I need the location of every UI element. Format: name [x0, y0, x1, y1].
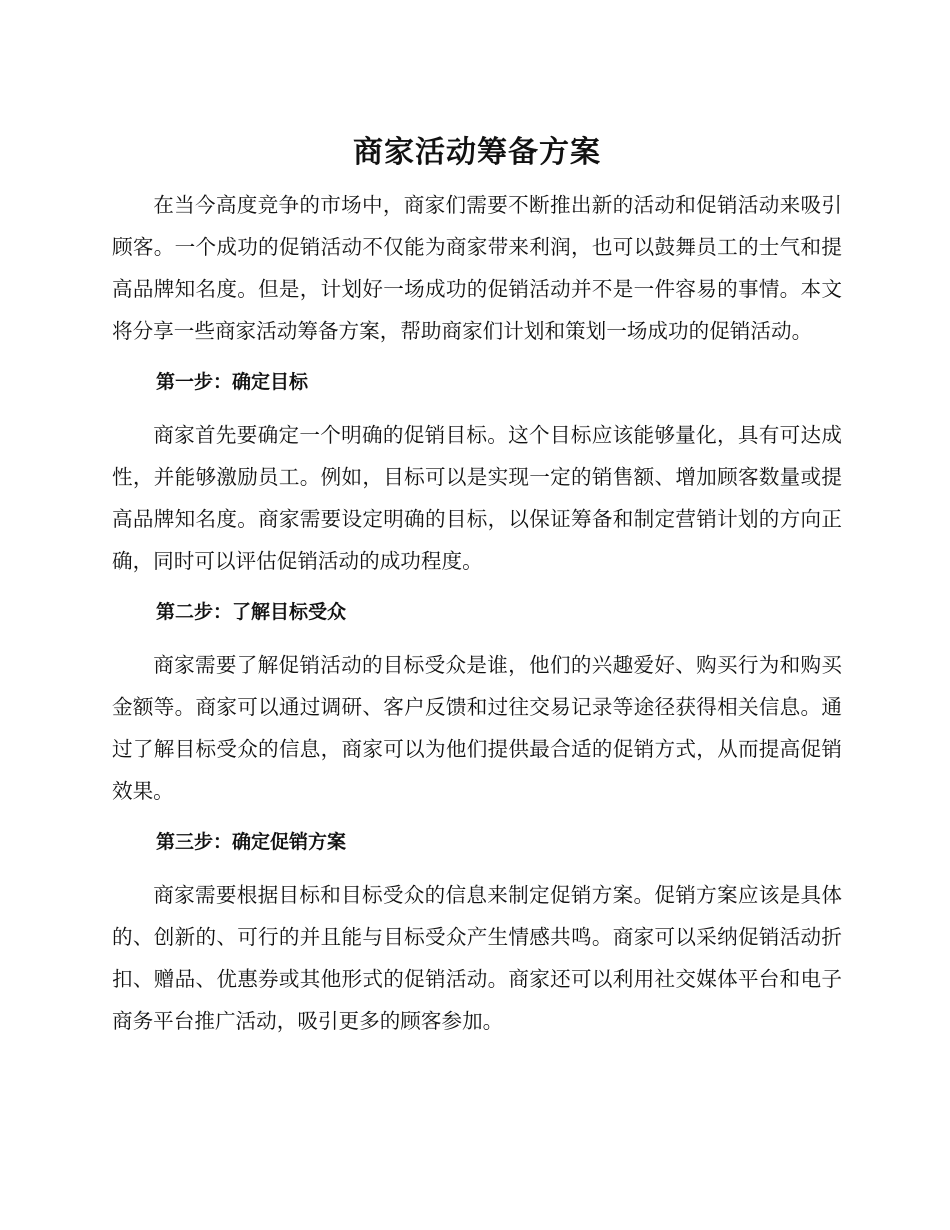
document-title: 商家活动筹备方案: [353, 135, 601, 170]
intro-paragraph: 在当今高度竞争的市场中，商家们需要不断推出新的活动和促销活动来吸引顾客。一个成功的促销活动不仅能为商家带来利润，也可以鼓舞员工的士气和提高品牌知名度。但是，计划好一场成功的促销活动并不是一件容易的事情。本文将分享一些商家活动筹备方案，帮助商家们计划和策划一场成功的促销活动。: [112, 193, 842, 343]
document-body: [112, 128, 842, 1052]
section-heading-step-3: 第三步：确定促销方案: [156, 831, 347, 853]
section-heading-step-2: 第二步：了解目标受众: [156, 601, 347, 623]
section-heading-step-1: 第一步：确定目标: [156, 371, 309, 393]
section-body-step-2: 商家需要了解促销活动的目标受众是谁，他们的兴趣爱好、购买行为和购买金额等。商家可以通过调研、客户反馈和过往交易记录等途径获得相关信息。通过了解目标受众的信息，商家可以为他们提供最合适的促销方式，从而提高促销效果。: [112, 653, 842, 803]
section-body-step-1: 商家首先要确定一个明确的促销目标。这个目标应该能够量化，具有可达成性，并能够激励员工。例如，目标可以是实现一定的销售额、增加顾客数量或提高品牌知名度。商家需要设定明确的目标，以保证筹备和制定营销计划的方向正确，同时可以评估促销活动的成功程度。: [112, 423, 842, 573]
section-body-step-3: 商家需要根据目标和目标受众的信息来制定促销方案。促销方案应该是具体的、创新的、可行的并且能与目标受众产生情感共鸣。商家可以采纳促销活动折扣、赠品、优惠券或其他形式的促销活动。商家还可以利用社交媒体平台和电子商务平台推广活动，吸引更多的顾客参加。: [112, 883, 842, 1033]
